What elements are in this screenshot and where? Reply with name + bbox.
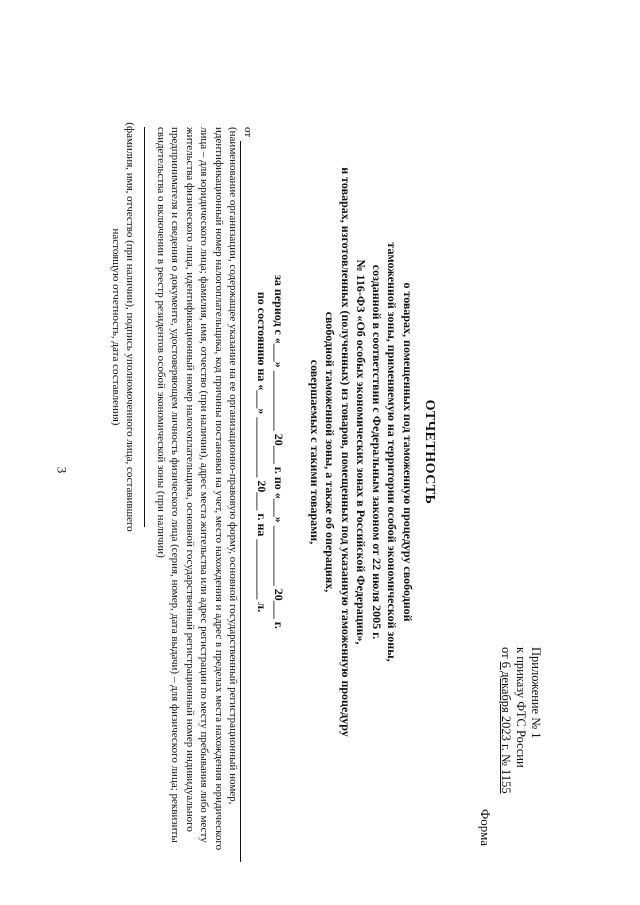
period-range: за период с «___» __________ 20___ г. по «___» __________ 20___ г.	[272, 275, 286, 629]
submitter-block	[154, 127, 256, 862]
submitter-description: (наименование организации, содержащее указание на ее организационно-правовую форму, основной государственный регистрационный номер, идентификационный номер налогоплательщика, код причины постановки на учет, место нахождения и адрес в пределах места нахождения юридического лица – для юридического лица; фамилия, имя, отчество (при наличии), адрес места жительства или адрес регистрации по месту пребывания либо месту жительства физического лица, идентификационный номер налогоплательщика, основной государственный регистрационный номер индивидуального предпринимателя и сведения о документе, удостоверяющем личность физического лица (серия, номер, дата выдачи) – для физического лица; реквизиты свидетельства о включении в реестр резидентов особой экономической зоны (при наличии)	[155, 127, 240, 851]
subtitle-line: и товарах, изготовленных (полученных) из товаров, помещенных под указанную таможенную процедуру	[339, 167, 353, 737]
signature-line	[144, 127, 145, 527]
submitter-entry-line	[241, 141, 254, 862]
page-number: 3	[54, 466, 70, 474]
form-label: Форма	[478, 809, 493, 846]
reporting-period	[253, 27, 287, 877]
annex-header	[498, 647, 543, 877]
from-label: от	[242, 127, 254, 138]
annex-line-1: Приложение № 1	[529, 647, 543, 739]
subtitle-line: свободной таможенной зоны, а также об операциях,	[323, 311, 338, 593]
subtitle-line: созданной в соответствии с Федеральным законом от 22 июля 2005 г.	[370, 264, 384, 640]
submitter-line	[241, 127, 256, 862]
annex-line-3	[498, 647, 513, 877]
annex-line-2: к приказу ФТС России	[514, 647, 528, 768]
period-as-of: по состоянию на «___» __________ 20___ г. на __________ л.	[255, 291, 269, 613]
document-title: ОТЧЕТНОСТЬ	[422, 399, 437, 505]
document-subtitle	[307, 27, 416, 877]
subtitle-line: № 116-ФЗ «Об особых экономических зонах в Российской Федерации»,	[354, 259, 369, 645]
annex-date-prefix: от	[499, 647, 513, 662]
rotated-form-sheet	[85, 27, 555, 877]
subtitle-line: о товарах, помещенных под таможенную процедуру свободной	[401, 282, 415, 622]
signature-caption: (фамилия, имя, отчество (при наличии), подпись уполномоченного лица, составившего настоящую отчетность, дата составления)	[110, 122, 136, 532]
subtitle-line: таможенной зоны, применяемую на территории особой экономической зоны,	[385, 242, 400, 662]
annex-order-date: 6 декабря 2023 г. № 1155	[499, 661, 513, 794]
subtitle-line: совершаемых с такими товарами,	[308, 359, 322, 545]
